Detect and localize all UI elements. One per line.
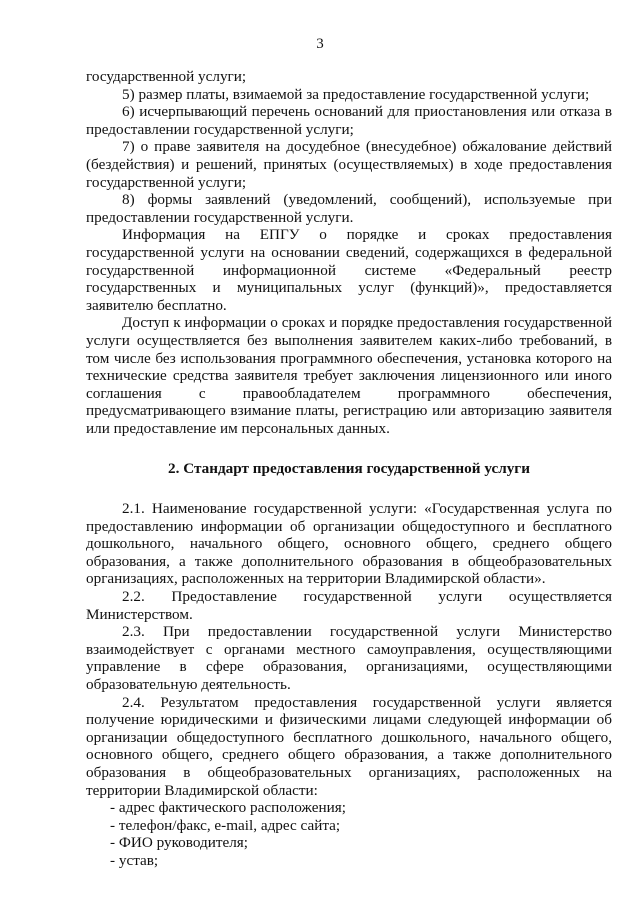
paragraph: государственной услуги; (86, 68, 247, 85)
paragraph: 2.2. Предоставление государственной услуги осуществляется Министерством. (86, 588, 612, 623)
page-number: 3 (316, 36, 324, 52)
section-heading: 2. Стандарт предоставления государственной услуги (168, 460, 530, 478)
list-item: 7) о праве заявителя на досудебное (внесудебное) обжалование действий (бездействия) и решений, принятых (осуществляемых) в ходе предоставления государственной услуги; (86, 138, 612, 191)
list-item: - телефон/факс, e-mail, адрес сайта; (110, 816, 341, 834)
list-item: 8) формы заявлений (уведомлений, сообщений), используемые при предоставлении государственной услуги. (86, 191, 612, 226)
paragraph: 2.4. Результатом предоставления государственной услуги является получение юридическими и физическими лицами следующей информации об организации общедоступного бесплатного дошкольного, начального общего, основного общего, среднего общего образования, а также дополнительного образования в общеобразовательных организациях, расположенных на территории Владимирской области: (86, 693, 612, 799)
list-item: 5) размер платы, взимаемой за предоставление государственной услуги; (122, 85, 590, 103)
paragraph: 2.3. При предоставлении государственной услуги Министерство взаимодействует с органами местного самоуправления, осуществляющими управление в сфере образования, организациями, осуществляющими образовательную деятельность. (86, 623, 612, 693)
document-body (86, 68, 612, 870)
list-item: - устав; (110, 851, 159, 869)
paragraph: 2.1. Наименование государственной услуги: «Государственная услуга по предоставлению информации об организации общедоступного и бесплатного дошкольного, начального общего, основного общего, среднего общего образования, а также дополнительного образования в общеобразовательных организациях, расположенных на территории Владимирской области». (86, 500, 612, 588)
paragraph: Доступ к информации о сроках и порядке предоставления государственной услуги осуществляется без выполнения заявителем каких-либо требований, в том числе без использования программного обеспечения, установка которого на технические средства заявителя требует заключения лицензионного или иного соглашения с правообладателем программного обеспечения, предусматривающего взимание платы, регистрацию или авторизацию заявителя или предоставление им персональных данных. (86, 314, 612, 437)
list-item: - ФИО руководителя; (110, 834, 249, 852)
list-item: - адрес фактического расположения; (110, 799, 346, 817)
paragraph: Информация на ЕПГУ о порядке и сроках предоставления государственной услуги на основании сведений, содержащихся в федеральной государственной информационной системе «Федеральный реестр государственных и муниципальных услуг (функций)», предоставляется заявителю бесплатно. (86, 226, 612, 314)
list-item: 6) исчерпывающий перечень оснований для приостановления или отказа в предоставлении государственной услуги; (86, 103, 612, 138)
